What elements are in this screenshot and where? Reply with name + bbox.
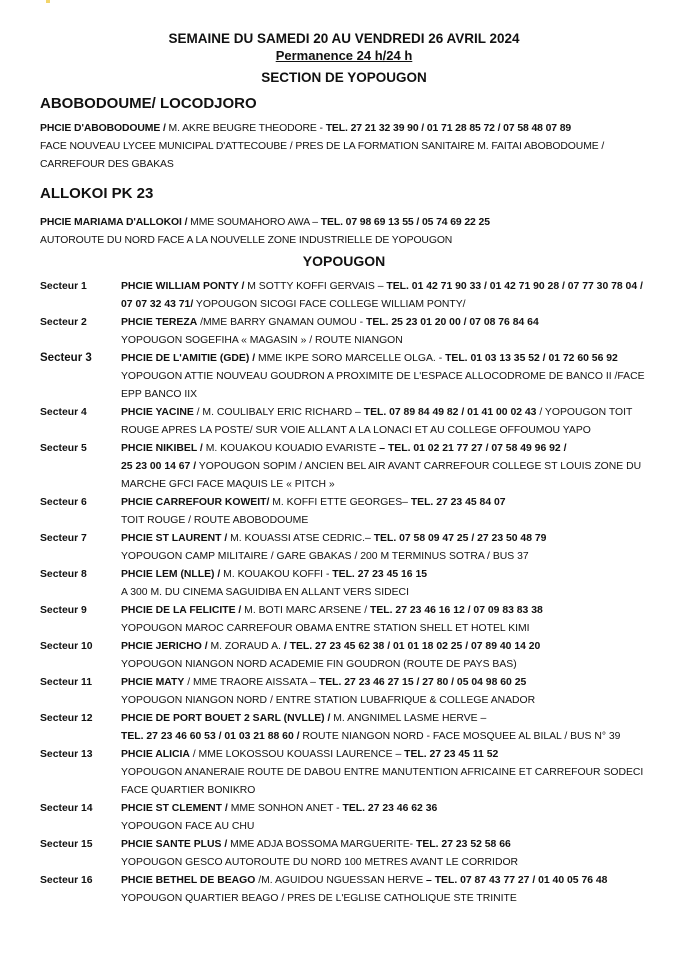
pharmacy-address-text: YOPOUGON FACE AU CHU [121, 821, 255, 832]
zone-heading-allokoi: ALLOKOI PK 23 [40, 185, 154, 202]
sector-label: Secteur 8 [40, 569, 87, 580]
pharmacy-address [121, 623, 530, 634]
pharmacy-address: AUTOROUTE DU NORD FACE A LA NOUVELLE ZONE INDUSTRIELLE DE YOPOUGON [40, 235, 453, 246]
pharmacy-address-text: ROUGE APRES LA POSTE/ SUR VOIE ALLANT A LA LONACI ET AU COLLEGE OFFOUMOU YAPO [121, 425, 591, 436]
pharmacy-phone: TEL. 27 21 32 39 90 / 01 71 28 85 72 / 07 58 48 07 89 [325, 123, 572, 134]
pharmacy-entry [121, 641, 540, 652]
pharmacy-entry [121, 533, 546, 544]
pharmacy-address [121, 299, 466, 310]
pharmacy-address [121, 587, 409, 598]
pharmacy-entry [121, 497, 506, 508]
pharmacy-phone: TEL. 27 23 46 62 36 [342, 803, 438, 814]
pharmacy-phone: TEL. 27 23 46 60 53 / 01 03 21 88 60 / [121, 731, 300, 742]
pharmacy-address-text: ROUTE NIANGON NORD - FACE MOSQUEE AL BILAL / BUS N° 39 [299, 731, 621, 742]
pharmacy-address-text: YOPOUGON CAMP MILITAIRE / GARE GBAKAS / 200 M TERMINUS SOTRA / BUS 37 [121, 551, 529, 562]
pharmacy-address-text: YOPOUGON NIANGON NORD ACADEMIE FIN GOUDRON (ROUTE DE PAYS BAS) [121, 659, 517, 670]
sector-label: Secteur 11 [40, 677, 92, 688]
sector-label: Secteur 13 [40, 749, 93, 760]
sector-label: Secteur 15 [40, 839, 93, 850]
pharmacy-entry [121, 353, 618, 364]
pharmacy-phone: – TEL. 07 87 43 77 27 / 01 40 05 76 48 [426, 875, 608, 886]
pharmacy-phone: TEL. 27 23 46 27 15 / 27 80 / 05 04 98 60 25 [318, 677, 527, 688]
pharmacy-name: PHCIE DE L'AMITIE (GDE) / [121, 353, 256, 364]
pharmacy-address: FACE QUARTIER BONIKRO [121, 785, 256, 796]
pharmacy-phone: TEL. 27 23 45 84 07 [410, 497, 506, 508]
pharmacy-address [121, 425, 591, 436]
pharmacy-name: PHCIE D'ABOBODOUME / [40, 123, 166, 134]
pharmacy-owner: M. KOUASSI ATSE CEDRIC.– [227, 533, 374, 544]
pharmacy-owner: M SOTTY KOFFI GERVAIS – [244, 281, 387, 292]
pharmacy-name: PHCIE ALICIA [121, 749, 190, 760]
pharmacy-name: PHCIE LEM (NLLE) / [121, 569, 221, 580]
pharmacy-address [121, 551, 529, 562]
sector-label: Secteur 16 [40, 875, 93, 886]
pharmacy-phone: – TEL. 01 02 21 77 27 / 07 58 49 96 92 / [379, 443, 567, 454]
pharmacy-address-text: YOPOUGON MAROC CARREFOUR OBAMA ENTRE STATION SHELL ET HOTEL KIMI [121, 623, 530, 634]
permanence-subtitle: Permanence 24 h/24 h [275, 48, 413, 63]
pharmacy-owner: /MME BARRY GNAMAN OUMOU - [197, 317, 366, 328]
pharmacy-name: PHCIE CARREFOUR KOWEIT/ [121, 497, 270, 508]
section-title: SECTION DE YOPOUGON [261, 70, 427, 85]
pharmacy-owner: MME ADJA BOSSOMA MARGUERITE- [227, 839, 417, 850]
sector-label: Secteur 6 [40, 497, 87, 508]
zone-heading-abobodoume: ABOBODOUME/ LOCODJORO [40, 95, 257, 112]
pharmacy-owner: MME IKPE SORO MARCELLE OLGA. - [255, 353, 446, 364]
pharmacy-name: PHCIE NIKIBEL / [121, 443, 206, 454]
pharmacy-phone: TEL. 27 23 52 58 66 [416, 839, 511, 850]
pharmacy-name: PHCIE BETHEL DE BEAGO [121, 875, 256, 886]
pharmacy-phone: TEL. 27 23 45 11 52 [404, 749, 499, 760]
pharmacy-owner: M. BOTI MARC ARSENE / [241, 605, 371, 616]
pharmacy-entry-abobodoume [40, 123, 571, 134]
pharmacy-address [121, 893, 517, 904]
pharmacy-address-text: A 300 M. DU CINEMA SAGUIDIBA EN ALLANT VERS SIDECI [121, 587, 409, 598]
pharmacy-address [121, 695, 535, 706]
pharmacy-name: PHCIE DE PORT BOUET 2 SARL (NVLLE) / [121, 713, 331, 724]
pharmacy-name: PHCIE MARIAMA D'ALLOKOI / [40, 217, 188, 228]
sector-label: Secteur 9 [40, 605, 87, 616]
pharmacy-address-text: YOPOUGON NIANGON NORD / ENTRE STATION LUBAFRIQUE & COLLEGE ANADOR [121, 695, 536, 706]
sector-label: Secteur 7 [40, 533, 87, 544]
pharmacy-name: PHCIE MATY [121, 677, 185, 688]
pharmacy-address-text: YOPOUGON SOPIM / ANCIEN BEL AIR AVANT CARREFOUR COLLEGE ST LOUIS ZONE DU [196, 461, 642, 472]
pharmacy-entry [121, 713, 486, 724]
pharmacy-phone: TEL. 07 58 09 47 25 / 27 23 50 48 79 [373, 533, 547, 544]
pharmacy-owner: / M. COULIBALY ERIC RICHARD – [193, 407, 364, 418]
pharmacy-entry [121, 569, 427, 580]
page-title: SEMAINE DU SAMEDI 20 AU VENDREDI 26 AVRIL 2024 [168, 31, 520, 46]
pharmacy-phone: TEL. 27 23 45 16 15 [332, 569, 428, 580]
pharmacy-entry-allokoi [40, 217, 490, 228]
pharmacy-address [121, 515, 308, 526]
sector-label: Secteur 12 [40, 713, 93, 724]
pharmacy-phone: 25 23 00 14 67 / [121, 461, 197, 472]
pharmacy-entry [121, 875, 607, 886]
zone-heading-yopougon: YOPOUGON [302, 253, 386, 269]
pharmacy-entry [121, 281, 643, 292]
pharmacy-owner: / MME TRAORE AISSATA – [184, 677, 319, 688]
pharmacy-owner: M. KOFFI ETTE GEORGES– [269, 497, 411, 508]
pharmacy-address [121, 335, 403, 346]
pharmacy-name: PHCIE SANTE PLUS / [121, 839, 228, 850]
pharmacy-address: / YOPOUGON TOIT [536, 407, 633, 418]
pharmacy-entry [121, 407, 632, 418]
pharmacy-name: PHCIE TEREZA [121, 317, 198, 328]
pharmacy-address [121, 461, 641, 472]
pharmacy-name: PHCIE JERICHO / [121, 641, 208, 652]
pharmacy-phone: TEL. 27 23 46 16 12 / 07 09 83 83 38 [370, 605, 543, 616]
pharmacy-entry [121, 803, 437, 814]
pharmacy-owner: M. KOUAKOU KOUADIO EVARISTE [205, 443, 380, 454]
pharmacy-entry [121, 605, 543, 616]
pharmacy-owner: MME SONHON ANET - [227, 803, 343, 814]
pharmacy-address-text: YOPOUGON ANANERAIE ROUTE DE DABOU ENTRE MANUTENTION AFRICAINE ET CARREFOUR SODECI [121, 767, 644, 778]
sector-label: Secteur 2 [40, 317, 87, 328]
pharmacy-phone: TEL. 07 98 69 13 55 / 05 74 69 22 25 [320, 217, 490, 228]
pharmacy-address-text: YOPOUGON QUARTIER BEAGO / PRES DE L'EGLISE CATHOLIQUE STE TRINITE [121, 893, 517, 904]
sector-label: Secteur 5 [40, 443, 87, 454]
sector-label: Secteur 10 [40, 641, 93, 652]
pharmacy-name: PHCIE ST LAURENT / [121, 533, 228, 544]
sector-label: Secteur 1 [40, 281, 87, 292]
pharmacy-address: FACE NOUVEAU LYCEE MUNICIPAL D'ATTECOUBE / PRES DE LA FORMATION SANITAIRE M. FAITAI ABOBODOUME / [40, 141, 605, 152]
pharmacy-phone: TEL. 01 42 71 90 33 / 01 42 71 90 28 / 07 77 30 78 04 / [386, 281, 643, 292]
pharmacy-name: PHCIE YACINE [121, 407, 194, 418]
pharmacy-entry [121, 677, 526, 688]
pharmacy-owner: M. ZORAUD A. [207, 641, 284, 652]
pharmacy-name: PHCIE WILLIAM PONTY / [121, 281, 245, 292]
sector-label: Secteur 3 [40, 352, 92, 364]
pharmacy-phone: TEL. 07 89 84 49 82 / 01 41 00 02 43 [363, 407, 537, 418]
pharmacy-address-text: YOPOUGON SOGEFIHA « MAGASIN » / ROUTE NIANGON [121, 335, 403, 346]
pharmacy-address [121, 731, 620, 742]
pharmacy-address-text: TOIT ROUGE / ROUTE ABOBODOUME [121, 515, 309, 526]
pharmacy-phone: TEL. 01 03 13 35 52 / 01 72 60 56 92 [445, 353, 618, 364]
pharmacy-address-text: YOPOUGON GESCO AUTOROUTE DU NORD 100 METRES AVANT LE CORRIDOR [121, 857, 519, 868]
pharmacy-phone: TEL. 25 23 01 20 00 / 07 08 76 84 64 [366, 317, 539, 328]
pharmacy-entry [121, 839, 511, 850]
pharmacy-address-text: YOPOUGON SICOGI FACE COLLEGE WILLIAM PONTY/ [193, 299, 466, 310]
decorative-mark [46, 0, 50, 3]
pharmacy-address [121, 857, 518, 868]
pharmacy-address: EPP BANCO IIX [121, 389, 198, 400]
pharmacy-address [121, 659, 517, 670]
pharmacy-address: MARCHE GFCI FACE MAQUIS LE « PITCH » [121, 479, 335, 490]
pharmacy-address-text: YOPOUGON ATTIE NOUVEAU GOUDRON A PROXIMITE DE L'ESPACE ALLOCODROME DE BANCO II /FACE [121, 371, 645, 382]
pharmacy-owner: / MME LOKOSSOU KOUASSI LAURENCE – [189, 749, 405, 760]
pharmacy-entry [121, 317, 539, 328]
pharmacy-owner: M. AKRE BEUGRE THEODORE - [165, 123, 326, 134]
pharmacy-owner: MME SOUMAHORO AWA – [187, 217, 321, 228]
pharmacy-phone: / TEL. 27 23 45 62 38 / 01 01 18 02 25 / 07 89 40 14 20 [283, 641, 541, 652]
pharmacy-phone: 07 07 32 43 71/ [121, 299, 194, 310]
sector-label: Secteur 4 [40, 407, 87, 418]
pharmacy-address [121, 821, 254, 832]
pharmacy-address [121, 371, 645, 382]
pharmacy-owner: M. KOUAKOU KOFFI - [220, 569, 333, 580]
pharmacy-name: PHCIE ST CLEMENT / [121, 803, 228, 814]
pharmacy-entry [121, 749, 498, 760]
pharmacy-entry [121, 443, 566, 454]
pharmacy-owner: /M. AGUIDOU NGUESSAN HERVE [255, 875, 427, 886]
pharmacy-owner: M. ANGNIMEL LASME HERVE – [330, 713, 487, 724]
pharmacy-address: CARREFOUR DES GBAKAS [40, 159, 174, 170]
pharmacy-address [121, 767, 643, 778]
pharmacy-name: PHCIE DE LA FELICITE / [121, 605, 242, 616]
sector-label: Secteur 14 [40, 803, 93, 814]
